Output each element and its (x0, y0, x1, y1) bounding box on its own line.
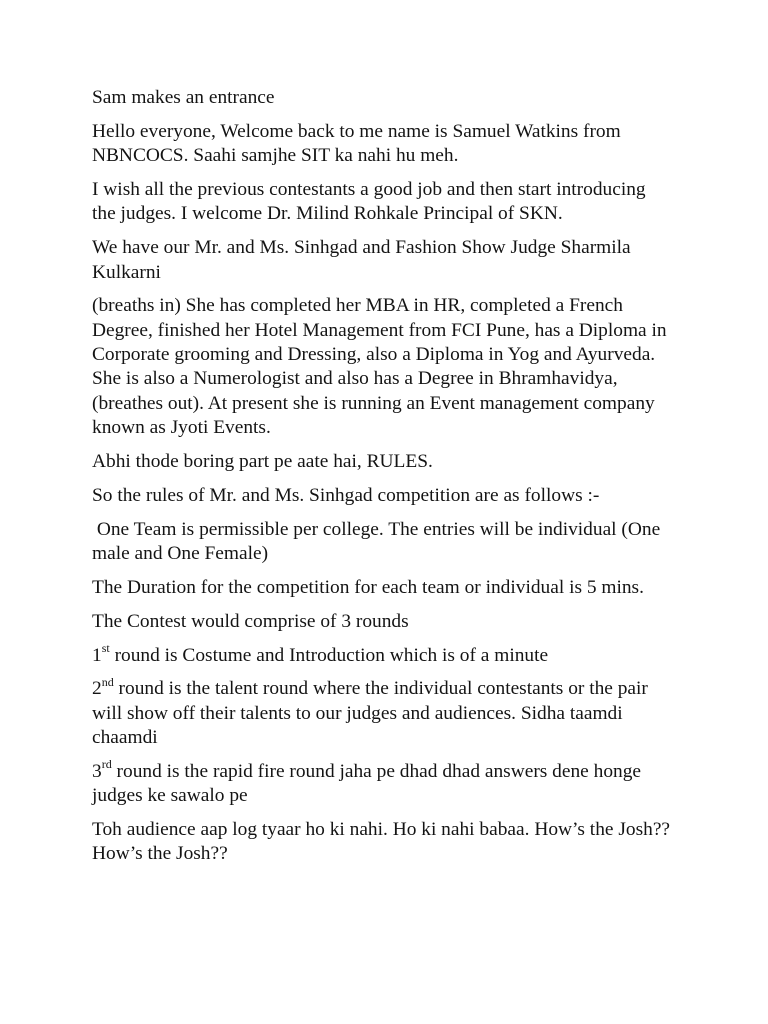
paragraph-rounds-intro: The Contest would comprise of 3 rounds (92, 610, 409, 632)
paragraph-greeting: Hello everyone, Welcome back to me name is Samuel Watkins from NBNCOCS. Saahi samjhe SIT ka nahi hu meh. (92, 120, 621, 167)
paragraph-judge-name: We have our Mr. and Ms. Sinhgad and Fashion Show Judge Sharmila Kulkarni (92, 237, 631, 283)
round-ordinal-suffix: rd (101, 757, 112, 772)
paragraph-duration-rule: The Duration for the competition for each team or individual is 5 mins. (92, 576, 644, 598)
round-ordinal-suffix: nd (101, 675, 114, 689)
round-description: round is the rapid fire round jaha pe dhad dhad answers dene honge judges ke sawalo pe (92, 760, 642, 807)
round-number: 2 (92, 678, 102, 700)
document-page (92, 86, 672, 876)
paragraph-judges-intro: I wish all the previous contestants a good job and then start introducing the judges. I welcome Dr. Milind Rohkale Principal of SKN. (92, 179, 646, 225)
round-number: 3 (92, 760, 102, 782)
paragraph-team-rule: One Team is permissible per college. The entries will be individual (One male and One Female) (92, 518, 661, 564)
round-description: round is Costume and Introduction which is of a minute (109, 644, 549, 666)
round-number: 1 (92, 644, 102, 666)
paragraph-rules-heading: Abhi thode boring part pe aate hai, RULES. (92, 450, 433, 472)
round-ordinal-suffix: st (101, 641, 110, 656)
paragraph-rules-intro: So the rules of Mr. and Ms. Sinhgad competition are as follows :- (92, 484, 600, 506)
paragraph-entrance: Sam makes an entrance (92, 87, 275, 108)
paragraph-round-2 (92, 677, 672, 750)
paragraph-round-3 (92, 757, 672, 809)
paragraph-round-1 (92, 641, 672, 668)
paragraph-judge-bio: (breaths in) She has completed her MBA in HR, completed a French Degree, finished her Hotel Management from FCI Pune, has a Diploma in Corporate grooming and Dressing, also a Diploma in Yog and Ayurveda. She is also a Numerologist and also has a Degree in Bhramhavidya, (breathes out). At present she is running an Event management company known as Jyoti Events. (92, 295, 667, 438)
paragraph-closing: Toh audience aap log tyaar ho ki nahi. Ho ki nahi babaa. How’s the Josh?? How’s the Josh?? (92, 819, 671, 865)
round-description: round is the talent round where the individual contestants or the pair will show off their talents to our judges and audiences. Sidha taamdi chaamdi (92, 678, 648, 749)
